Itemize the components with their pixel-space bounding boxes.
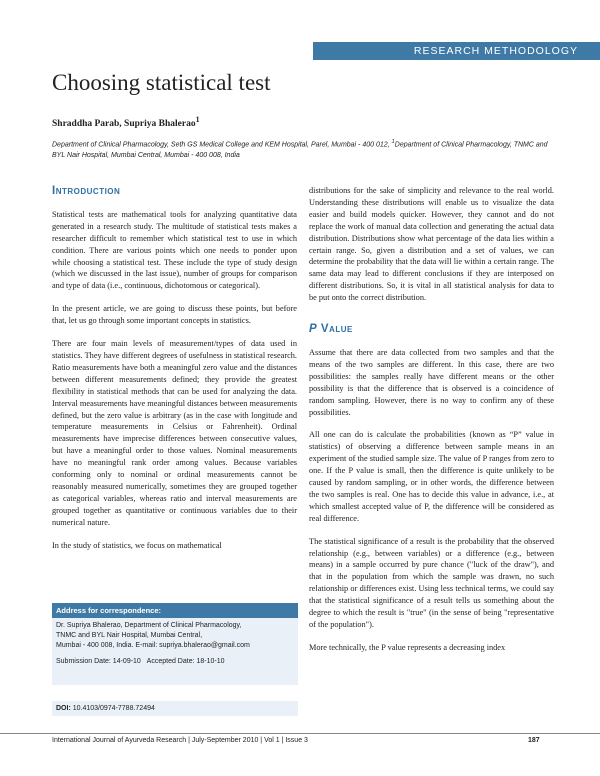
page-number: 187 [528,737,540,744]
p-value-heading-letter: P [309,323,318,336]
body-paragraph: More technically, the P value represents a decreasing index [309,642,506,652]
correspondence-box [52,603,298,685]
footer-divider [0,733,600,734]
affiliation-2: Department of Clinical Pharmacology, TNMC and BYL Nair Hospital, Mumbai Central, Mumbai - 400 008, India [52,141,548,160]
correspondence-body [52,618,298,667]
p-value-heading-rest: Value [317,323,353,336]
doi-link[interactable]: 10.4103/0974-7788.72494 [72,705,155,712]
doi-box [52,701,298,716]
right-column [309,185,554,665]
article-title: Choosing statistical test [52,70,271,95]
correspondence-line: TNMC and BYL Nair Hospital, Mumbai Central, [56,632,203,639]
body-paragraph: distributions for the sake of simplicity and relevance to the real world. Understanding these distributions will enable us to visualize the data easier and build models quicker. However, they cannot and do not replace the work of manual data collection and generating the actual data distribution. Distributions show what percentage of the data lies within a certain range. So, given a distribution and a set of values, we can determine the probability that the data will lie within a certain range. The same data may lead to different conclusions if they are interposed on different distributions. So, it is vital in all statistical analysis for data to be put onto the correct distribution. [309,186,554,303]
correspondence-dates [56,657,294,667]
correspondence-email-line[interactable]: Mumbai - 400 008, India. E-mail: supriya.bhalerao@gmail.com [56,642,250,649]
correspondence-line: Dr. Supriya Bhalerao, Department of Clinical Pharmacology, [56,622,242,629]
p-value-heading [309,324,554,336]
body-paragraph: All one can do is calculate the probabilities (known as “P” value in statistics) of observing a difference between sample means in an experiment of the studied sample size. The value of P ranges from zero to one. If the P value is small, then the difference is quite unlikely to be caused by random sampling, or in other words, the difference between the two samples is real. One has to decide this value in advance, i.e., at which smallest accepted value of P, the difference will be considered as real difference. [309,430,554,523]
body-paragraph: In the present article, we are going to discuss these points, but before that, let us go through some important concepts in statistics. [52,304,297,326]
affiliations [52,137,557,161]
body-paragraph: In the study of statistics, we focus on mathematical [52,540,222,550]
author-line [52,115,200,129]
body-paragraph: Statistical tests are mathematical tools for analyzing quantitative data generated in a research study. The multitude of statistical tests makes a researcher difficult to remember which statistical test to use in which condition. There are various points which one needs to ponder upon while choosing a statistical test. These include the type of study design (which we discussed in the last issue), number of groups for comparison and type of data (i.e., continuous, dichotomous or categorical). [52,209,297,291]
section-banner: RESEARCH METHODOLOGY [313,42,600,60]
journal-footer: International Journal of Ayurveda Research | July-September 2010 | Vol 1 | Issue 3 [52,737,308,744]
correspondence-heading: Address for correspondence: [52,603,298,618]
introduction-heading: Introduction [52,185,121,197]
submission-date: Submission Date: 14-09-10 [56,658,141,665]
body-paragraph: Assume that there are data collected from two samples and that the means of the two samples are different. In this case, there are two possibilities: the samples really have different means or the other possibility is that the difference that is observed is a coincidence of random sampling. However, there is no way to confirm any of these possibilities. [309,347,554,417]
body-paragraph: There are four main levels of measurement/types of data used in statistics. They have different degrees of usefulness in statistical research. Ratio measurements have both a meaningful zero value and the distances between different measurements defined; they provide the greatest flexibility in statistical methods that can be used for analyzing the data. Interval measurements have meaningful distances between measurements defined, but the zero value is arbitrary (as in the case with longitude and temperature measurements in Celsius or Fahrenheit). Ordinal measurements have imprecise differences between consecutive values, but have a meaningful order to those values. Nominal measurements have no meaningful rank order among values. Because variables conforming only to nominal or ordinal measurements cannot be reasonably measured numerically, sometimes they are grouped together as categorical variables, whereas ratio and interval measurements are grouped together as quantitative or continuous variables due to their numerical nature. [52,339,297,527]
accepted-date: Accepted Date: 18-10-10 [146,658,225,665]
author-superscript: 1 [195,115,200,124]
doi-label: DOI: [56,705,71,712]
body-paragraph: The statistical significance of a result is the probability that the observed relationship (e.g., between variables) or a difference (e.g., between means) in a sample occurred by pure chance ("luck of the draw"), and that in the population from which the sample was drawn, no such relationship or differences exist. Using less technical terms, we could say that the statistical significance of a result tells us something about the degree to which the result is "true" (in the sense of being "representative of the population"). [309,536,554,629]
author-names: Shraddha Parab, Supriya Bhalerao [52,119,196,130]
affiliation-superscript: 1 [391,139,395,145]
left-column [52,186,297,562]
affiliation-1: Department of Clinical Pharmacology, Seth GS Medical College and KEM Hospital, Parel, Mumbai - 400 012, [52,141,392,149]
